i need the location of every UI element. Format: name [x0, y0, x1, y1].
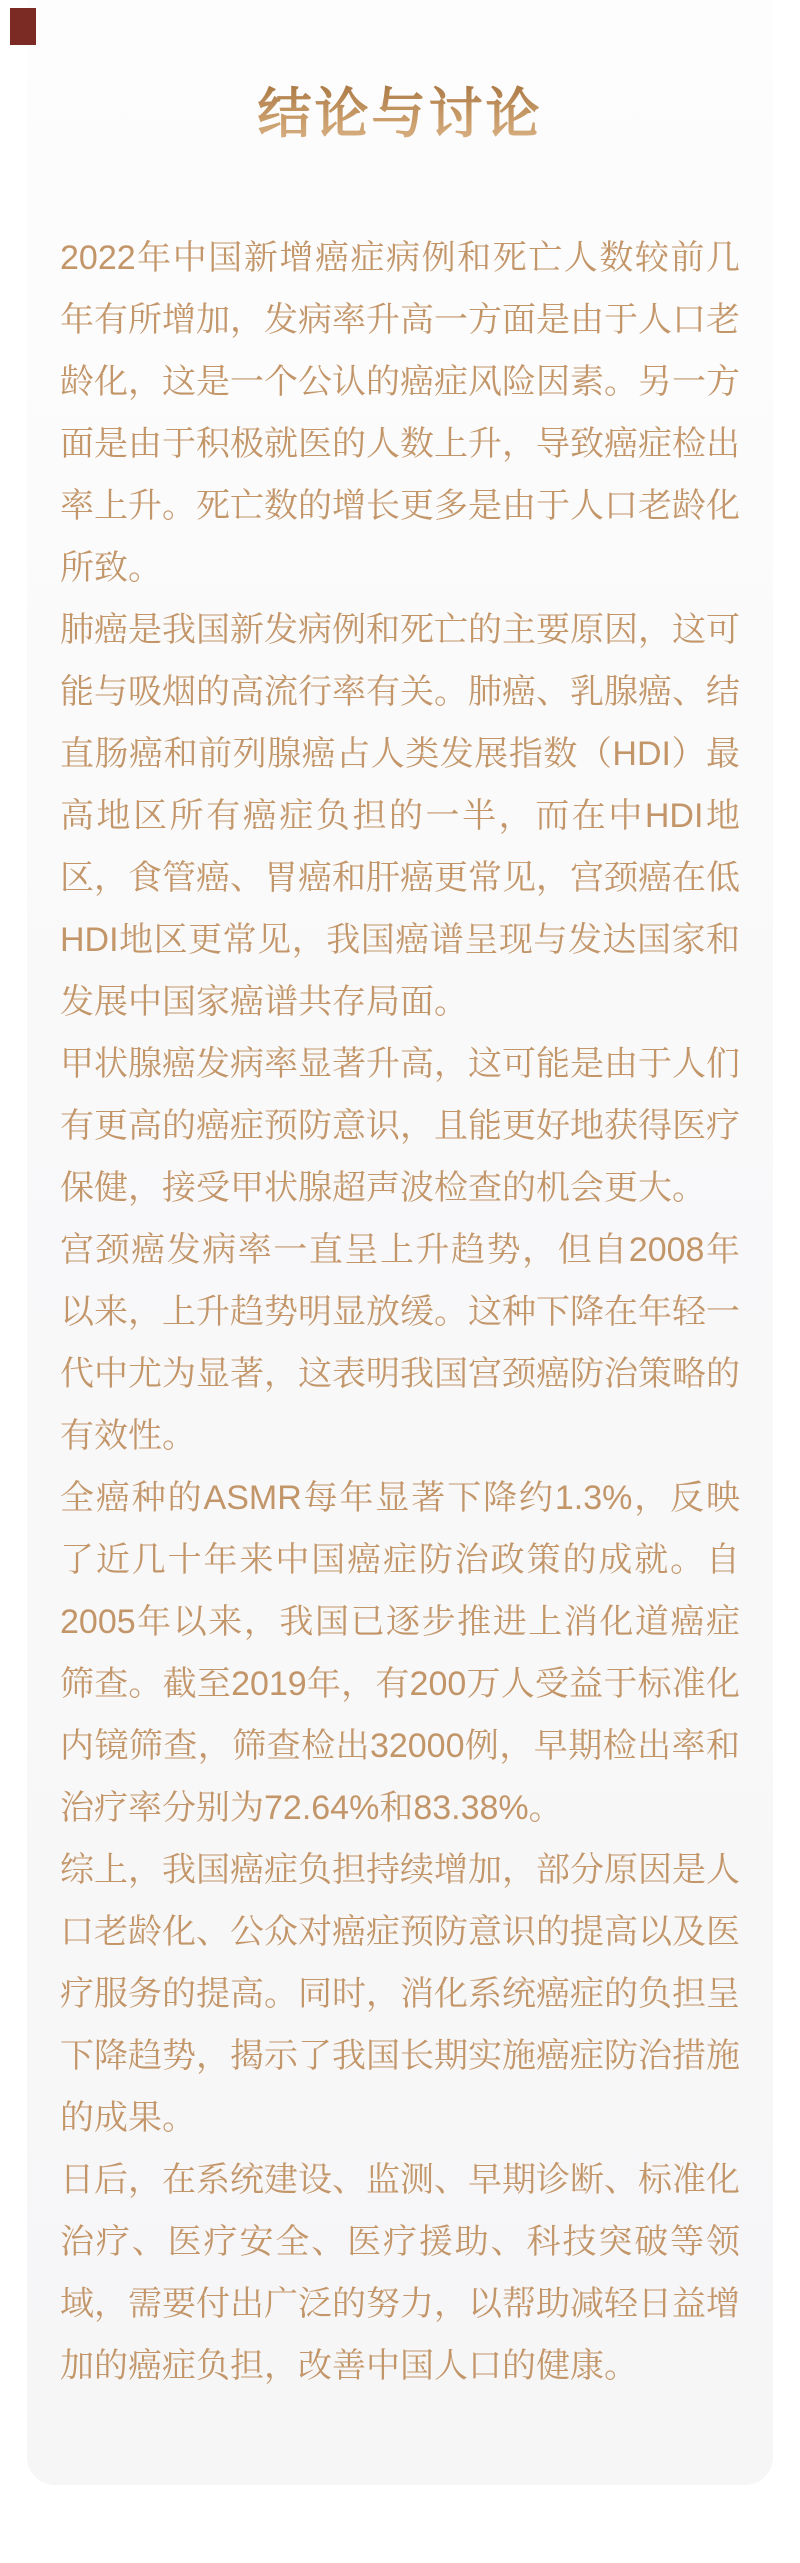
paragraph-3: 甲状腺癌发病率显著升高，这可能是由于人们有更高的癌症预防意识，且能更好地获得医疗保健，接受甲状腺超声波检查的机会更大。 [60, 1045, 740, 1207]
content-card [27, 0, 773, 2485]
paragraph-7: 日后，在系统建设、监测、早期诊断、标准化治疗、医疗安全、医疗援助、科技突破等领域，需要付出广泛的努力，以帮助减轻日益增加的癌症负担，改善中国人口的健康。 [60, 2161, 740, 2385]
paragraph-2: 肺癌是我国新发病例和死亡的主要原因，这可能与吸烟的高流行率有关。肺癌、乳腺癌、结直肠癌和前列腺癌占人类发展指数（HDI）最高地区所有癌症负担的一半，而在中HDI地区，食管癌、胃癌和肝癌更常见，宫颈癌在低HDI地区更常见，我国癌谱呈现与发达国家和发展中国家癌谱共存局面。 [60, 611, 740, 1021]
page-title: 结论与讨论 [27, 84, 773, 144]
paragraph-4: 宫颈癌发病率一直呈上升趋势，但自2008年以来，上升趋势明显放缓。这种下降在年轻一代中尤为显著，这表明我国宫颈癌防治策略的有效性。 [60, 1231, 740, 1455]
article-body [60, 227, 740, 2397]
paragraph-5: 全癌种的ASMR每年显著下降约1.3%，反映了近几十年来中国癌症防治政策的成就。自2005年以来，我国已逐步推进上消化道癌症筛查。截至2019年，有200万人受益于标准化内镜筛查，筛查检出32000例，早期检出率和治疗率分别为72.64%和83.38%。 [60, 1479, 740, 1827]
paragraph-6: 综上，我国癌症负担持续增加，部分原因是人口老龄化、公众对癌症预防意识的提高以及医疗服务的提高。同时，消化系统癌症的负担呈下降趋势，揭示了我国长期实施癌症防治措施的成果。 [60, 1851, 740, 2137]
paragraph-1: 2022年中国新增癌症病例和死亡人数较前几年有所增加，发病率升高一方面是由于人口老龄化，这是一个公认的癌症风险因素。另一方面是由于积极就医的人数上升，导致癌症检出率上升。死亡数的增长更多是由于人口老龄化所致。 [60, 239, 740, 587]
corner-accent [10, 8, 36, 45]
